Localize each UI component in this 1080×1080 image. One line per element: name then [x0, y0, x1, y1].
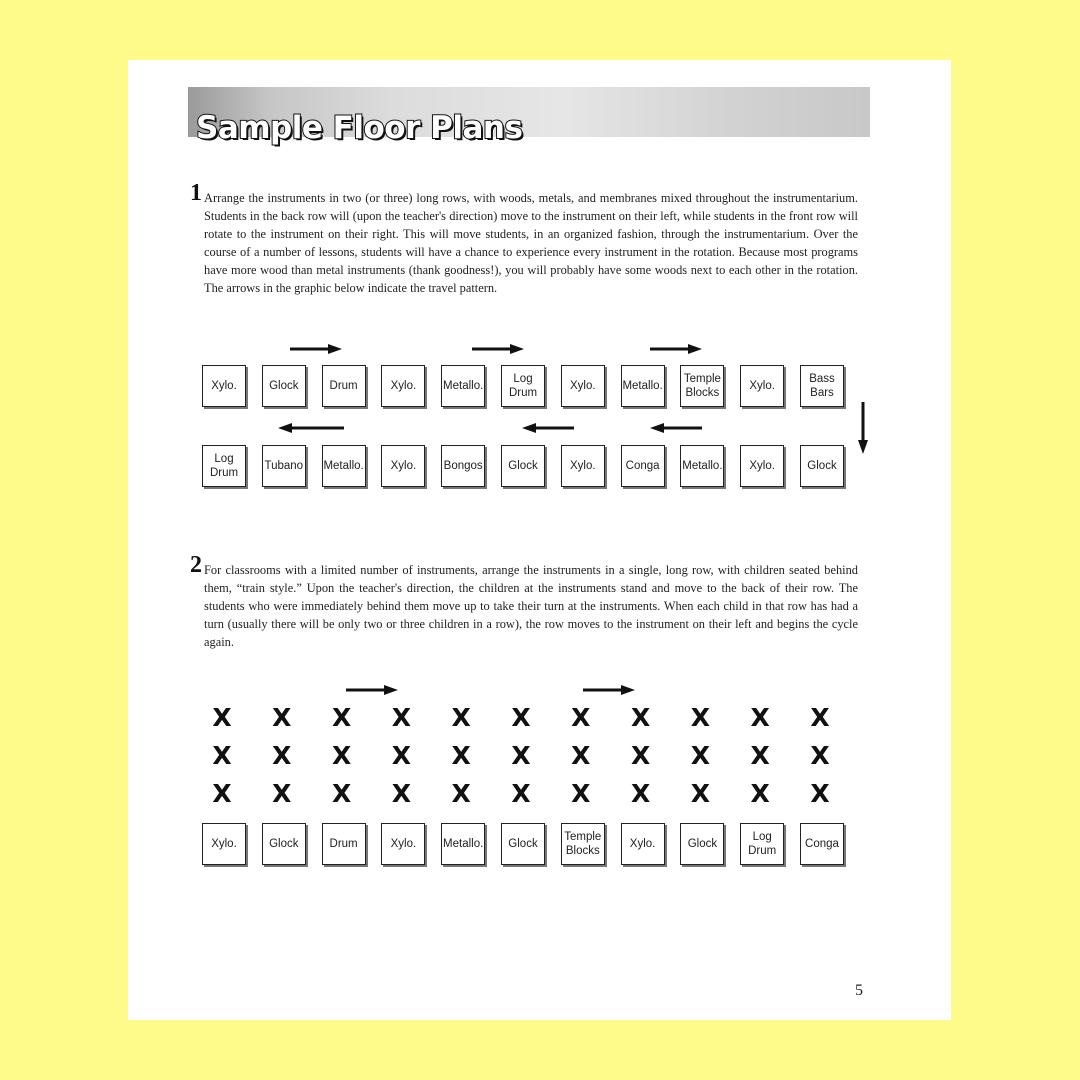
seat-mark: X [810, 779, 830, 808]
seat-mark: X [451, 779, 471, 808]
instrument-box: Xylo. [381, 365, 425, 407]
instrument-box: Glock [680, 823, 724, 865]
instrument-box: Log Drum [501, 365, 545, 407]
section-2-number: 2 [190, 552, 202, 578]
seat-mark: X [750, 741, 770, 770]
seat-mark: X [212, 779, 232, 808]
seat-mark: X [272, 741, 292, 770]
arrow-down-icon [856, 402, 870, 454]
instrument-box: Xylo. [381, 445, 425, 487]
seat-mark: X [272, 703, 292, 732]
instrument-box: Metallo. [621, 365, 665, 407]
instrument-box: Glock [501, 823, 545, 865]
instrument-box: Xylo. [740, 445, 784, 487]
section-2-text: For classrooms with a limited number of instruments, arrange the instruments in a single, long row, with children seated behind them, “train style.” Upon the teacher's direction, the children at the instruments stand and move to the back of their row. The students who were immediately behind them move up to take their turn at the instruments. When each child in that row has had a turn (usually there will be only two or three children in a row), the row moves to the instrument on their left and begins the cycle again. [204, 563, 858, 649]
book-page [128, 60, 951, 1020]
seat-mark: X [331, 703, 352, 732]
arrow-left-icon [650, 422, 702, 434]
seat-mark: X [810, 741, 830, 770]
seat-mark: X [690, 703, 711, 732]
seat-mark: X [391, 741, 412, 770]
section-1-text: Arrange the instruments in two (or three) long rows, with woods, metals, and membranes mixed throughout the instrumentarium. Students in the back row will (upon the teacher's direction) move to the instrument on their left, while students in the front row will rotate to the instrument on their right. This will move students, in an organized fashion, through the instrumentarium. Over the course of a number of lessons, students will have a chance to experience every instrument in the rotation. Because most programs have more wood than metal instruments (thank goodness!), you will probably have some woods next to each other in the rotation. The arrows in the graphic below indicate the travel pattern. [204, 191, 858, 295]
seat-mark: X [690, 779, 711, 808]
instrument-box: Log Drum [202, 445, 246, 487]
instrument-box: Drum [322, 823, 366, 865]
seat-mark: X [690, 741, 711, 770]
seat-mark: X [750, 779, 770, 808]
instrument-box: Bongos [441, 445, 485, 487]
instrument-box: Bass Bars [800, 365, 844, 407]
seat-mark: X [571, 741, 591, 770]
seat-mark: X [511, 779, 531, 808]
seat-mark: X [511, 741, 531, 770]
seat-mark: X [571, 779, 591, 808]
instrument-box: Conga [800, 823, 844, 865]
seat-mark: X [511, 703, 531, 732]
instrument-box: Glock [800, 445, 844, 487]
instrument-box: Metallo. [441, 823, 485, 865]
seat-mark: X [391, 703, 412, 732]
arrow-right-icon [583, 684, 635, 696]
seat-mark: X [630, 741, 651, 770]
instrument-box: Metallo. [441, 365, 485, 407]
instrument-box: Glock [501, 445, 545, 487]
seat-mark: X [212, 741, 232, 770]
instrument-box: Xylo. [561, 365, 605, 407]
instrument-box: Xylo. [202, 365, 246, 407]
seat-mark: X [750, 703, 770, 732]
instrument-box: Log Drum [740, 823, 784, 865]
seat-mark: X [571, 703, 591, 732]
seat-mark: X [451, 741, 471, 770]
arrow-right-icon [650, 343, 702, 355]
instrument-box: Tubano [262, 445, 306, 487]
seat-mark: X [331, 741, 352, 770]
seat-mark: X [810, 703, 830, 732]
instrument-box: Xylo. [202, 823, 246, 865]
instrument-box: Drum [322, 365, 366, 407]
instrument-box: Xylo. [621, 823, 665, 865]
instrument-box: Metallo. [680, 445, 724, 487]
instrument-box: Metallo. [322, 445, 366, 487]
instrument-box: Glock [262, 823, 306, 865]
arrow-right-icon [290, 343, 342, 355]
arrow-left-icon [522, 422, 574, 434]
seat-mark: X [391, 779, 412, 808]
seat-mark: X [331, 779, 352, 808]
page-number: 5 [855, 982, 863, 999]
seat-mark: X [630, 779, 651, 808]
instrument-box: Temple Blocks [561, 823, 605, 865]
arrow-right-icon [346, 684, 398, 696]
instrument-box: Conga [621, 445, 665, 487]
section-1-number: 1 [190, 180, 202, 206]
instrument-box: Glock [262, 365, 306, 407]
page-title: Sample Floor Plans [196, 110, 523, 146]
instrument-box: Temple Blocks [680, 365, 724, 407]
instrument-box: Xylo. [561, 445, 605, 487]
seat-mark: X [212, 703, 232, 732]
arrow-left-icon [278, 422, 344, 434]
instrument-box: Xylo. [740, 365, 784, 407]
seat-mark: X [451, 703, 471, 732]
seat-mark: X [630, 703, 651, 732]
instrument-box: Xylo. [381, 823, 425, 865]
seat-mark: X [272, 779, 292, 808]
arrow-right-icon [472, 343, 524, 355]
